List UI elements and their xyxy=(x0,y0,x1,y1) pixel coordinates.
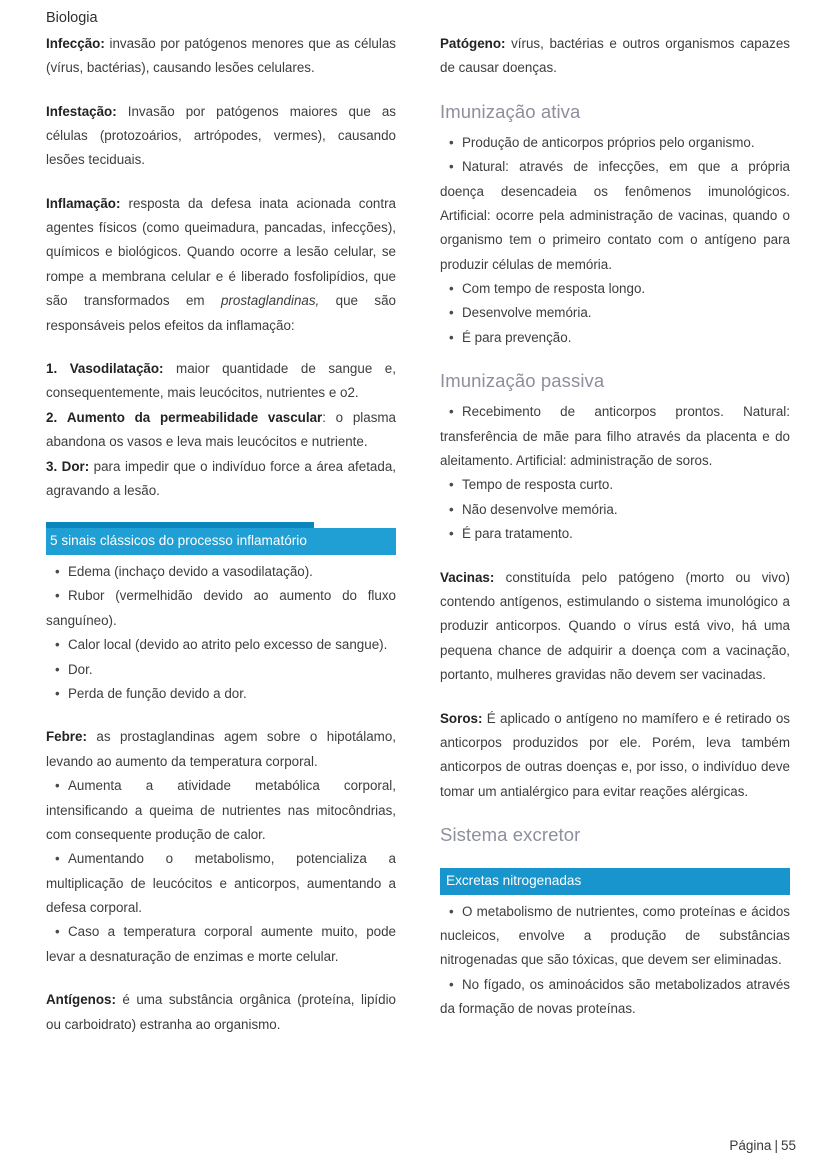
footer-page-number: 55 xyxy=(780,1138,796,1153)
list-item-label: Não desenvolve memória. xyxy=(462,501,618,517)
paragraph-antigenos xyxy=(46,988,396,1037)
term-inflamacao: Inflamação: xyxy=(46,195,121,211)
item-term: Dor: xyxy=(61,458,90,474)
paragraph-vacinas xyxy=(440,566,790,688)
term-antigenos: Antígenos: xyxy=(46,992,116,1008)
term-patogeno: Patógeno: xyxy=(440,36,506,51)
list-item xyxy=(440,301,790,325)
text-soros: É aplicado o antígeno no mamífero e é retirado os anticorpos produzidos por ele. Porém, leva também anticorpos de outras doenças e, por isso, o indivíduo deve tomar um antialérgico para evitar reações alérgicas. xyxy=(440,710,790,799)
list-item-label: Perda de função devido a dor. xyxy=(68,685,247,701)
bullet-icon: • xyxy=(449,404,454,420)
list-item xyxy=(46,633,396,657)
febre-effects-list xyxy=(46,774,396,969)
list-item-label: É para prevenção. xyxy=(462,329,572,345)
left-column xyxy=(46,8,396,1056)
list-item-label: Caso a temperatura corporal aumente muito, pode levar a desnaturação de enzimas e morte celular. xyxy=(46,924,396,964)
list-item xyxy=(46,774,396,847)
bullet-icon: • xyxy=(449,501,454,517)
highlight-banner-sinais xyxy=(46,522,396,555)
bullet-icon: • xyxy=(55,924,60,940)
excretas-list xyxy=(440,900,790,1022)
item-number: 2. xyxy=(46,409,58,425)
list-item xyxy=(440,131,790,155)
list-item-label: Tempo de resposta curto. xyxy=(462,477,614,493)
list-item xyxy=(440,400,790,473)
list-item-label: Recebimento de anticorpos prontos. Natural: transferência de mãe para filho através da placenta e do aleitamento. Artificial: administração de soros. xyxy=(440,404,790,469)
footer-separator: | xyxy=(774,1138,778,1153)
bullet-icon: • xyxy=(55,588,60,604)
item-text: para impedir que o indivíduo force a área afetada, agravando a lesão. xyxy=(46,458,396,498)
list-item xyxy=(46,560,396,584)
imunizacao-passiva-list xyxy=(440,400,790,546)
bullet-icon: • xyxy=(449,329,454,345)
imunizacao-ativa-list xyxy=(440,131,790,351)
list-item-label: Natural: através de infecções, em que a própria doença desencadeia os fenômenos imunológicos. Artificial: ocorre pela administração de vacinas, quando o organismo tem o primeiro contato com o antígeno para produzir células de memória. xyxy=(440,159,790,272)
item-term: Aumento da permeabilidade vascular xyxy=(66,409,323,425)
bullet-icon: • xyxy=(449,903,454,919)
bullet-icon: • xyxy=(449,134,454,150)
list-item xyxy=(46,357,396,406)
bullet-icon: • xyxy=(449,976,454,992)
text-patogeno: vírus, bactérias e outros organismos capazes de causar doenças. xyxy=(440,36,790,76)
bullet-icon: • xyxy=(55,685,60,701)
text-infeccao: invasão por patógenos menores que as células (vírus, bactérias), causando lesões celulares. xyxy=(46,35,396,76)
list-item xyxy=(46,920,396,969)
list-item-label: Aumenta a atividade metabólica corporal, intensificando a queima de nutrientes nas mitocôndrias, com consequente produção de calor. xyxy=(46,778,396,842)
term-vacinas: Vacinas: xyxy=(440,569,495,585)
highlight-banner-excretas xyxy=(440,862,790,895)
list-item xyxy=(440,973,790,1022)
list-item xyxy=(46,406,396,455)
bullet-icon: • xyxy=(55,637,60,653)
list-item-label: O metabolismo de nutrientes, como proteínas e ácidos nucleicos, envolve a produção de substâncias nitrogenadas que são tóxicas, que devem ser eliminadas. xyxy=(440,903,790,968)
bullet-icon: • xyxy=(55,851,60,867)
section-heading-sistema-excretor: Sistema excretor xyxy=(440,824,581,846)
list-item xyxy=(440,498,790,522)
list-item xyxy=(46,584,396,633)
paragraph-patogeno xyxy=(440,32,790,81)
list-item xyxy=(440,155,790,277)
right-column xyxy=(440,8,790,1041)
list-item-label: No fígado, os aminoácidos são metabolizados através da formação de novas proteínas. xyxy=(440,976,790,1017)
list-item-label: Produção de anticorpos próprios pelo organismo. xyxy=(462,134,755,150)
page-title: Biologia xyxy=(46,10,98,26)
two-column-layout xyxy=(46,8,798,1056)
list-item xyxy=(46,682,396,706)
bullet-icon: • xyxy=(449,159,454,175)
paragraph-inflamacao xyxy=(46,192,396,338)
bullet-icon: • xyxy=(55,778,60,794)
text-febre: as prostaglandinas agem sobre o hipotálamo, levando ao aumento da temperatura corporal. xyxy=(46,729,396,769)
item-number: 1. xyxy=(46,361,58,377)
list-item xyxy=(46,847,396,920)
list-item-label: Com tempo de resposta longo. xyxy=(462,281,646,297)
term-infestacao: Infestação: xyxy=(46,103,117,119)
list-item xyxy=(440,277,790,301)
list-item xyxy=(440,473,790,497)
paragraph-infeccao xyxy=(46,32,396,81)
bullet-icon: • xyxy=(55,661,60,677)
bullet-icon: • xyxy=(449,281,454,297)
list-item xyxy=(46,658,396,682)
item-term: Vasodilatação: xyxy=(69,361,164,377)
term-infeccao: Infecção: xyxy=(46,35,105,51)
text-antigenos: é uma substância orgânica (proteína, lipídio ou carboidrato) estranha ao organismo. xyxy=(46,992,396,1032)
list-item xyxy=(440,326,790,350)
paragraph-infestacao xyxy=(46,100,396,173)
paragraph-soros xyxy=(440,707,790,805)
list-item xyxy=(440,900,790,973)
text-infestacao: Invasão por patógenos maiores que as células (protozoários, artrópodes, vermes), causando lesões teciduais. xyxy=(46,103,396,168)
inflammation-effects-list xyxy=(46,357,396,503)
text-inflamacao-after: que são responsáveis pelos efeitos da inflamação: xyxy=(46,293,396,333)
bullet-icon: • xyxy=(449,477,454,493)
footer-label: Página xyxy=(729,1138,772,1153)
term-soros: Soros: xyxy=(440,710,483,726)
section-heading-imunizacao-ativa: Imunização ativa xyxy=(440,100,581,122)
term-febre: Febre: xyxy=(46,729,87,745)
list-item-label: Rubor (vermelhidão devido ao aumento do fluxo sanguíneo). xyxy=(46,588,396,628)
list-item xyxy=(440,522,790,546)
item-number: 3. xyxy=(46,458,58,474)
banner-label: 5 sinais clássicos do processo inflamatório xyxy=(46,528,396,555)
bullet-icon: • xyxy=(55,563,60,579)
item-text: maior quantidade de sangue e, consequentemente, mais leucócitos, nutrientes e o2. xyxy=(46,361,396,401)
text-vacinas: constituída pelo patógeno (morto ou vivo) contendo antígenos, estimulando o sistema imunológico a produzir anticorpos. Quando o vírus está vivo, há uma pequena chance de adquirir a doença com a vacinação, portanto, mulheres gravidas não devem ser vacinadas. xyxy=(440,569,790,683)
list-item-label: Dor. xyxy=(68,661,93,677)
list-item-label: Aumentando o metabolismo, potencializa a multiplicação de leucócitos e anticorpos, aumentando a defesa corporal. xyxy=(46,851,396,916)
paragraph-febre xyxy=(46,725,396,774)
text-inflamacao-italic: prostaglandinas, xyxy=(220,293,320,309)
banner-label: Excretas nitrogenadas xyxy=(440,868,790,895)
item-text: : o plasma abandona os vasos e leva mais leucócitos e nutriente. xyxy=(46,409,396,450)
section-heading-imunizacao-passiva: Imunização passiva xyxy=(440,370,605,392)
bullet-icon: • xyxy=(449,526,454,542)
list-item-label: É para tratamento. xyxy=(462,526,573,542)
bullet-icon: • xyxy=(449,305,454,321)
page-footer xyxy=(729,1138,796,1153)
sinais-list xyxy=(46,560,396,706)
list-item xyxy=(46,455,396,504)
list-item-label: Calor local (devido ao atrito pelo excesso de sangue). xyxy=(68,637,388,653)
list-item-label: Edema (inchaço devido a vasodilatação). xyxy=(68,563,313,579)
list-item-label: Desenvolve memória. xyxy=(462,305,592,321)
text-inflamacao-before: resposta da defesa inata acionada contra agentes físicos (como queimadura, pancadas, infecções), químicos e biológicos. Quando ocorre a lesão celular, se rompe a membrana celular e é liberado fosfolipídios, que são transformados em xyxy=(46,195,396,309)
